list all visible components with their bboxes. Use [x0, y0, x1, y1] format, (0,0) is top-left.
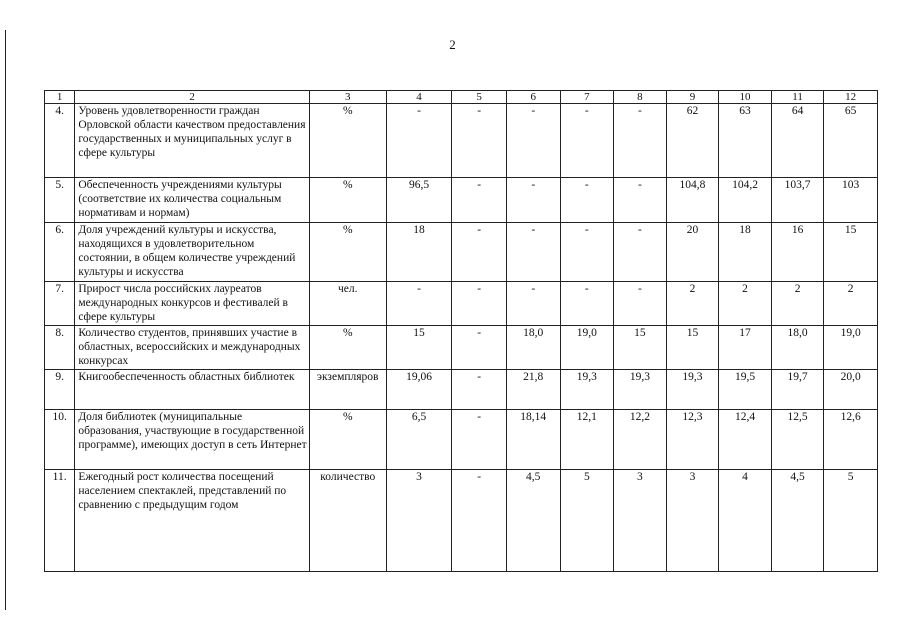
value-cell: 2 — [719, 282, 772, 326]
value-cell: 3 — [614, 470, 667, 572]
indicator-name: Количество студентов, принявших участие в областных, всероссийских и международных конкурсах — [75, 326, 310, 370]
column-number-row — [45, 91, 878, 104]
value-cell: 21,8 — [506, 370, 560, 410]
unit: % — [309, 326, 386, 370]
value-cell: - — [614, 104, 667, 178]
row-number: 10. — [45, 410, 75, 470]
value-cell: 2 — [771, 282, 824, 326]
value-cell: - — [506, 104, 560, 178]
value-cell: 5 — [560, 470, 614, 572]
unit: количество — [309, 470, 386, 572]
table-row — [45, 370, 878, 410]
value-cell: 103,7 — [771, 178, 824, 223]
table-row — [45, 178, 878, 223]
value-cell: - — [386, 104, 452, 178]
table-row — [45, 282, 878, 326]
column-number: 7 — [560, 91, 614, 104]
value-cell: 18 — [719, 223, 772, 282]
value-cell: - — [614, 178, 667, 223]
value-cell: 15 — [824, 223, 878, 282]
value-cell: 6,5 — [386, 410, 452, 470]
value-cell: - — [506, 178, 560, 223]
table-row — [45, 326, 878, 370]
value-cell: 4,5 — [506, 470, 560, 572]
column-number: 9 — [666, 91, 719, 104]
value-cell: 104,8 — [666, 178, 719, 223]
value-cell: 20,0 — [824, 370, 878, 410]
value-cell: 104,2 — [719, 178, 772, 223]
value-cell: - — [452, 410, 507, 470]
indicator-name: Обеспеченность учреждениями культуры (соответствие их количества социальным нормативам и нормам) — [75, 178, 310, 223]
value-cell: 19,0 — [824, 326, 878, 370]
value-cell: 5 — [824, 470, 878, 572]
unit: % — [309, 104, 386, 178]
indicator-name: Книгообеспеченность областных библиотек — [75, 370, 310, 410]
unit: % — [309, 223, 386, 282]
value-cell: 4 — [719, 470, 772, 572]
row-number: 9. — [45, 370, 75, 410]
value-cell: 19,5 — [719, 370, 772, 410]
value-cell: 12,2 — [614, 410, 667, 470]
value-cell: 19,0 — [560, 326, 614, 370]
unit: % — [309, 178, 386, 223]
value-cell: - — [560, 282, 614, 326]
value-cell: 63 — [719, 104, 772, 178]
value-cell: 65 — [824, 104, 878, 178]
value-cell: 12,1 — [560, 410, 614, 470]
row-number: 8. — [45, 326, 75, 370]
value-cell: 12,4 — [719, 410, 772, 470]
indicator-name: Доля учреждений культуры и искусства, находящихся в удовлетворительном состоянии, в общем количестве учреждений культуры и искусства — [75, 223, 310, 282]
value-cell: - — [452, 178, 507, 223]
value-cell: - — [614, 282, 667, 326]
value-cell: - — [452, 326, 507, 370]
column-number: 2 — [75, 91, 310, 104]
value-cell: 15 — [666, 326, 719, 370]
value-cell: 3 — [666, 470, 719, 572]
value-cell: - — [506, 223, 560, 282]
value-cell: 18,0 — [771, 326, 824, 370]
value-cell: 15 — [386, 326, 452, 370]
value-cell: - — [452, 104, 507, 178]
indicators-table — [44, 90, 878, 572]
column-number: 8 — [614, 91, 667, 104]
value-cell: 19,3 — [560, 370, 614, 410]
unit: экземпляров — [309, 370, 386, 410]
value-cell: 2 — [666, 282, 719, 326]
row-number: 6. — [45, 223, 75, 282]
row-number: 7. — [45, 282, 75, 326]
table-row — [45, 104, 878, 178]
value-cell: 2 — [824, 282, 878, 326]
unit: % — [309, 410, 386, 470]
column-number: 6 — [506, 91, 560, 104]
indicator-name: Прирост числа российских лауреатов международных конкурсов и фестивалей в сфере культуры — [75, 282, 310, 326]
value-cell: 16 — [771, 223, 824, 282]
value-cell: 3 — [386, 470, 452, 572]
value-cell: 18,14 — [506, 410, 560, 470]
value-cell: 19,3 — [614, 370, 667, 410]
table-row — [45, 410, 878, 470]
value-cell: - — [386, 282, 452, 326]
indicator-name: Ежегодный рост количества посещений населением спектаклей, представлений по сравнению с предыдущим годом — [75, 470, 310, 572]
value-cell: 4,5 — [771, 470, 824, 572]
value-cell: 19,7 — [771, 370, 824, 410]
column-number: 5 — [452, 91, 507, 104]
value-cell: 19,3 — [666, 370, 719, 410]
column-number: 4 — [386, 91, 452, 104]
page-number: 2 — [449, 37, 456, 52]
value-cell: 18 — [386, 223, 452, 282]
row-number: 11. — [45, 470, 75, 572]
value-cell: 19,06 — [386, 370, 452, 410]
value-cell: 96,5 — [386, 178, 452, 223]
value-cell: 17 — [719, 326, 772, 370]
value-cell: 12,5 — [771, 410, 824, 470]
table-row — [45, 470, 878, 572]
value-cell: 20 — [666, 223, 719, 282]
value-cell: - — [452, 370, 507, 410]
value-cell: 64 — [771, 104, 824, 178]
unit: чел. — [309, 282, 386, 326]
value-cell: - — [614, 223, 667, 282]
value-cell: 12,3 — [666, 410, 719, 470]
value-cell: 18,0 — [506, 326, 560, 370]
column-number: 1 — [45, 91, 75, 104]
value-cell: - — [560, 178, 614, 223]
value-cell: 15 — [614, 326, 667, 370]
column-number: 3 — [309, 91, 386, 104]
page-left-border — [5, 30, 6, 610]
indicator-name: Уровень удовлетворенности граждан Орловской области качеством предоставления государственных и муниципальных услуг в сфере культуры — [75, 104, 310, 178]
value-cell: - — [452, 470, 507, 572]
value-cell: - — [452, 282, 507, 326]
row-number: 5. — [45, 178, 75, 223]
value-cell: 103 — [824, 178, 878, 223]
column-number: 10 — [719, 91, 772, 104]
indicator-name: Доля библиотек (муниципальные образования, участвующие в государственной программе), имеющих доступ в сеть Интернет — [75, 410, 310, 470]
value-cell: - — [452, 223, 507, 282]
table-row — [45, 223, 878, 282]
value-cell: 12,6 — [824, 410, 878, 470]
column-number: 12 — [824, 91, 878, 104]
value-cell: - — [560, 223, 614, 282]
value-cell: - — [560, 104, 614, 178]
row-number: 4. — [45, 104, 75, 178]
value-cell: 62 — [666, 104, 719, 178]
column-number: 11 — [771, 91, 824, 104]
value-cell: - — [506, 282, 560, 326]
